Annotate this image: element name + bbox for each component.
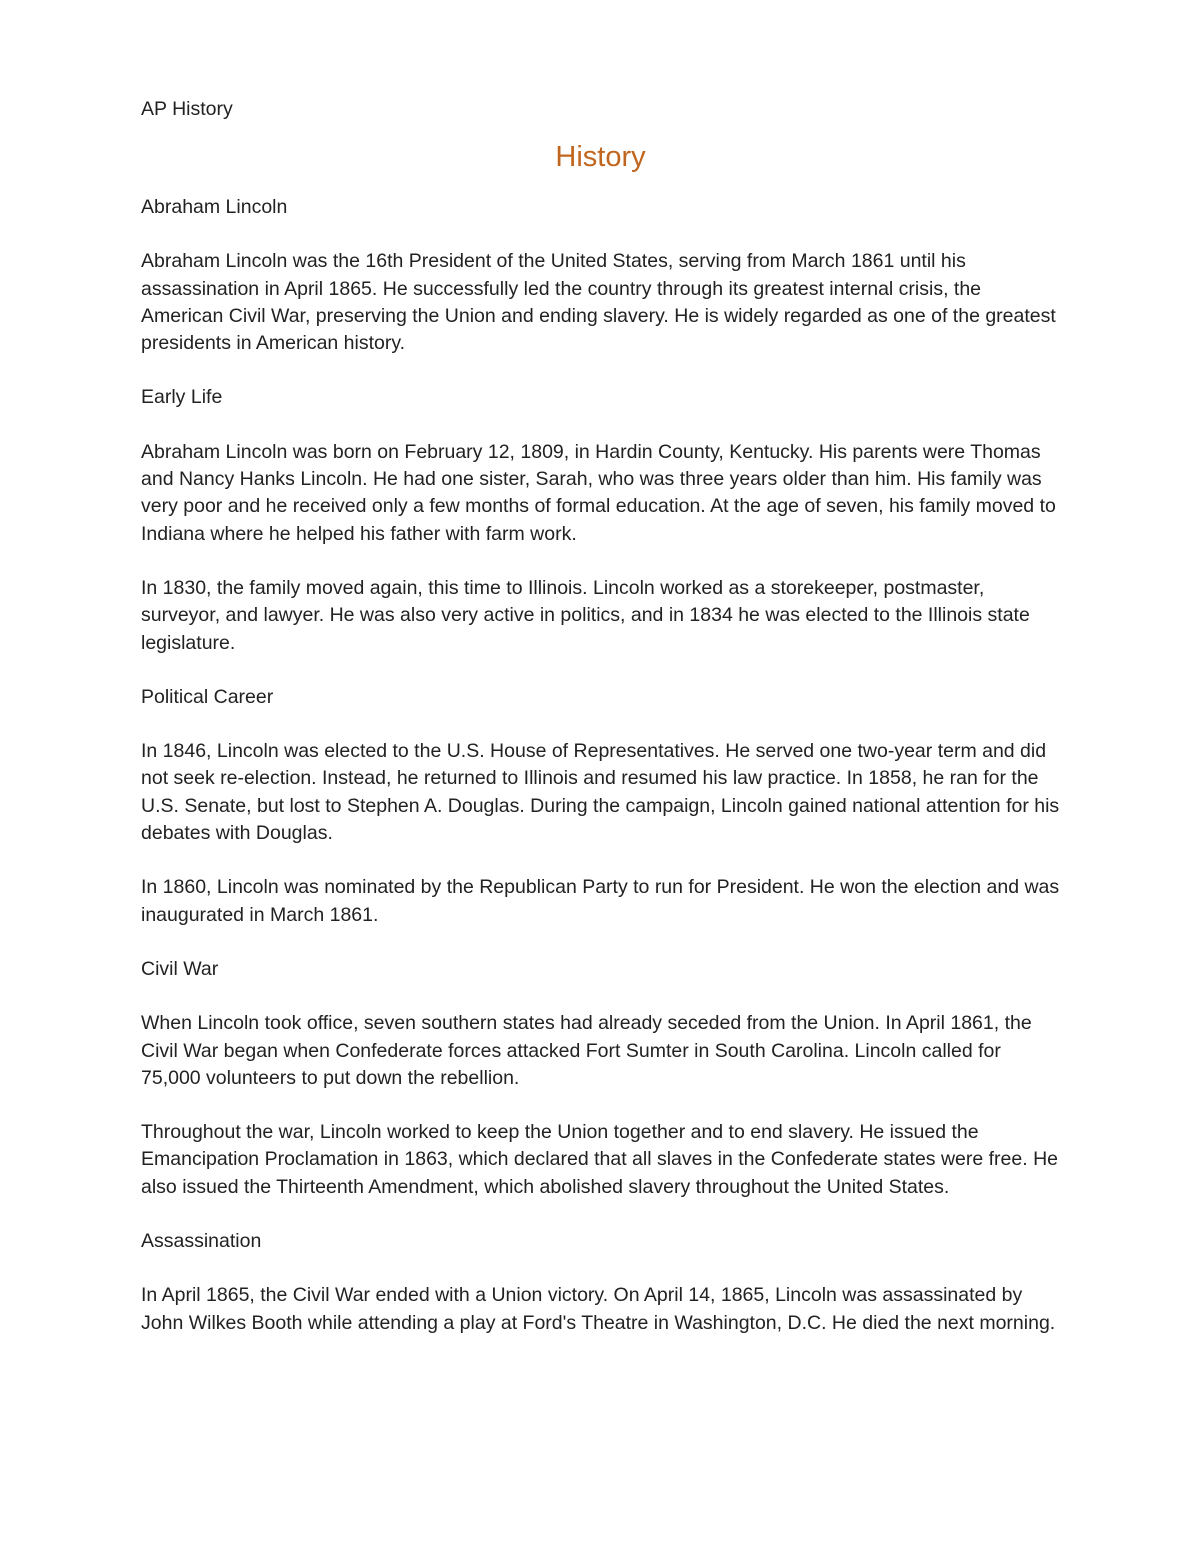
section-heading-early-life: Early Life [141, 386, 223, 409]
section-heading-abraham-lincoln: Abraham Lincoln [141, 196, 288, 218]
section-heading-political-career: Political Career [141, 685, 274, 708]
paragraph-early-life-1: Abraham Lincoln was born on February 12, 1809, in Hardin County, Kentucky. His parents were Thomas and Nancy Hanks Lincoln. He had one sister, Sarah, who was three years older than him. His family was very poor and he received only a few months of formal education. At the age of seven, his family moved to Indiana where he helped his father with farm work. [141, 440, 1056, 545]
paragraph-civil-war-1: When Lincoln took office, seven southern states had already seceded from the Union. In April 1861, the Civil War began when Confederate forces attacked Fort Sumter in South Carolina. Lincoln called for 75,000 volunteers to put down the rebellion. [141, 1012, 1032, 1089]
spacer [141, 357, 1061, 384]
spacer [141, 929, 1061, 956]
course-label: AP History [141, 98, 233, 120]
document-title: History [555, 141, 646, 173]
paragraph-assassination: In April 1865, the Civil War ended with a Union victory. On April 14, 1865, Lincoln was assassinated by John Wilkes Booth while attending a play at Ford's Theatre in Washington, D.C. He died the next morning. [141, 1284, 1056, 1334]
spacer [141, 657, 1061, 684]
paragraph-political-career-1: In 1846, Lincoln was elected to the U.S. House of Representatives. He served one two-year term and did not seek re-election. Instead, he returned to Illinois and resumed his law practice. In 1858, he ran for the U.S. Senate, but lost to Stephen A. Douglas. During the campaign, Lincoln gained national attention for his debates with Douglas. [141, 740, 1060, 845]
spacer [141, 548, 1061, 575]
spacer [141, 983, 1061, 1010]
spacer [141, 847, 1061, 874]
spacer [141, 1201, 1061, 1228]
spacer [141, 175, 1061, 194]
paragraph-intro: Abraham Lincoln was the 16th President of the United States, serving from March 1861 until his assassination in April 1865. He successfully led the country through its greatest internal crisis, the American Civil War, preserving the Union and ending slavery. He is widely regarded as one of the greatest presidents in American history. [141, 250, 1056, 355]
document-page [141, 96, 1061, 1337]
section-heading-civil-war: Civil War [141, 957, 219, 980]
spacer [141, 221, 1061, 248]
spacer [141, 1092, 1061, 1119]
spacer [141, 1255, 1061, 1282]
spacer [141, 412, 1061, 439]
paragraph-civil-war-2: Throughout the war, Lincoln worked to keep the Union together and to end slavery. He issued the Emancipation Proclamation in 1863, which declared that all slaves in the Confederate states were free. He also issued the Thirteenth Amendment, which abolished slavery throughout the United States. [141, 1121, 1059, 1198]
paragraph-political-career-2: In 1860, Lincoln was nominated by the Republican Party to run for President. He won the election and was inaugurated in March 1861. [141, 876, 1060, 926]
paragraph-early-life-2: In 1830, the family moved again, this time to Illinois. Lincoln worked as a storekeeper, postmaster, surveyor, and lawyer. He was also very active in politics, and in 1834 he was elected to the Illinois state legislature. [141, 576, 1030, 654]
section-heading-assassination: Assassination [141, 1230, 262, 1253]
spacer [141, 711, 1061, 738]
